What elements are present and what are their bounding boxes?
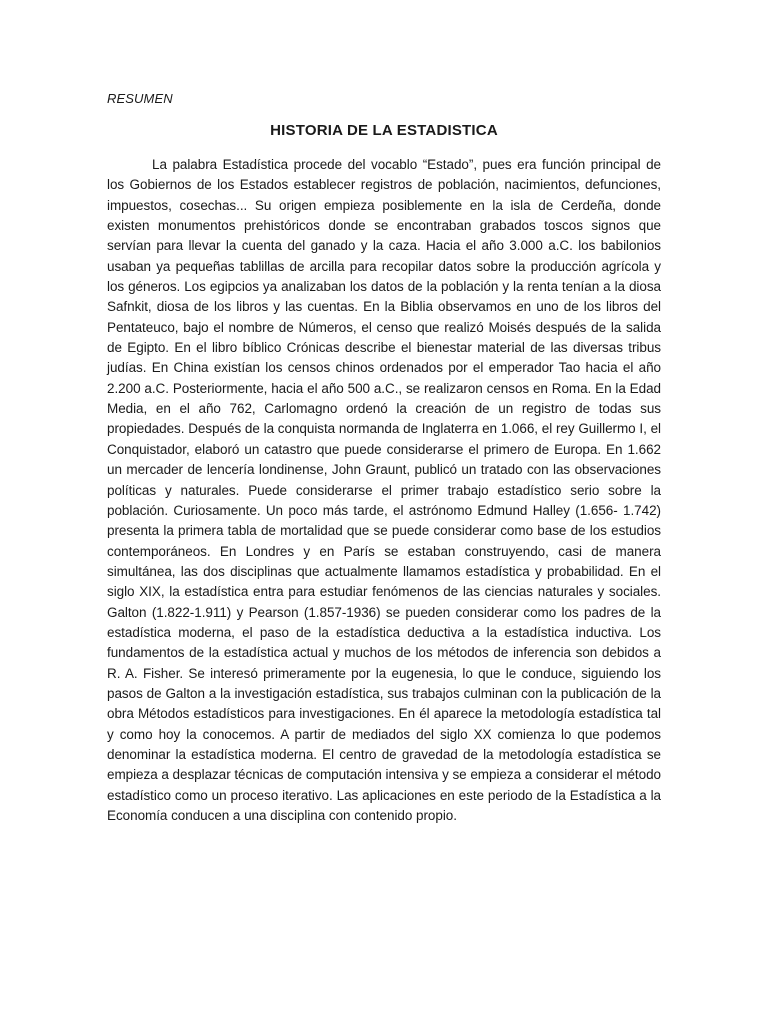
document-title: HISTORIA DE LA ESTADISTICA: [270, 122, 498, 139]
section-label: RESUMEN: [107, 91, 173, 106]
body-paragraph: La palabra Estadística procede del vocablo “Estado”, pues era función principal de los Gobiernos de los Estados establecer registros de población, nacimientos, defunciones, impuestos, cosechas... Su origen empieza posiblemente en la isla de Cerdeña, donde existen monumentos prehistóricos donde se encontraban grabados toscos signos que servían para llevar la cuenta del ganado y la caza. Hacia el año 3.000 a.C. los babilonios usaban ya pequeñas tablillas de arcilla para recopilar datos sobre la producción agrícola y los géneros. Los egipcios ya analizaban los datos de la población y la renta tenían a la diosa Safnkit, diosa de los libros y las cuentas. En la Biblia observamos en uno de los libros del Pentateuco, bajo el nombre de Números, el censo que realizó Moisés después de la salida de Egipto. En el libro bíblico Crónicas describe el bienestar material de las diversas tribus judías. En China existían los censos chinos ordenados por el emperador Tao hacia el año 2.200 a.C. Posteriormente, hacia el año 500 a.C., se realizaron censos en Roma. En la Edad Media, en el año 762, Carlomagno ordenó la creación de un registro de todas sus propiedades. Después de la conquista normanda de Inglaterra en 1.066, el rey Guillermo I, el Conquistador, elaboró un catastro que puede considerarse el primero de Europa. En 1.662 un mercader de lencería londinense, John Graunt, publicó un tratado con las observaciones políticas y naturales. Puede considerarse el primer trabajo estadístico serio sobre la población. Curiosamente. Un poco más tarde, el astrónomo Edmund Halley (1.656- 1.742) presenta la primera tabla de mortalidad que se puede considerar como base de los estudios contemporáneos. En Londres y en París se estaban construyendo, casi de manera simultánea, las dos disciplinas que actualmente llamamos estadística y probabilidad. En el siglo XIX, la estadística entra para estudiar fenómenos de las ciencias naturales y sociales. Galton (1.822-1.911) y Pearson (1.857-1936) se pueden considerar como los padres de la estadística moderna, el paso de la estadística deductiva a la estadística inductiva. Los fundamentos de la estadística actual y muchos de los métodos de inferencia son debidos a R. A. Fisher. Se interesó primeramente por la eugenesia, lo que le conduce, siguiendo los pasos de Galton a la investigación estadística, sus trabajos culminan con la publicación de la obra Métodos estadísticos para investigaciones. En él aparece la metodología estadística tal y como hoy la conocemos. A partir de mediados del siglo XX comienza lo que podemos denominar la estadística moderna. El centro de gravedad de la metodología estadística se empieza a desplazar técnicas de computación intensiva y se empieza a considerar el método estadístico como un proceso iterativo. Las aplicaciones en este periodo de la Estadística a la Economía conducen a una disciplina con contenido propio.: [107, 157, 661, 823]
